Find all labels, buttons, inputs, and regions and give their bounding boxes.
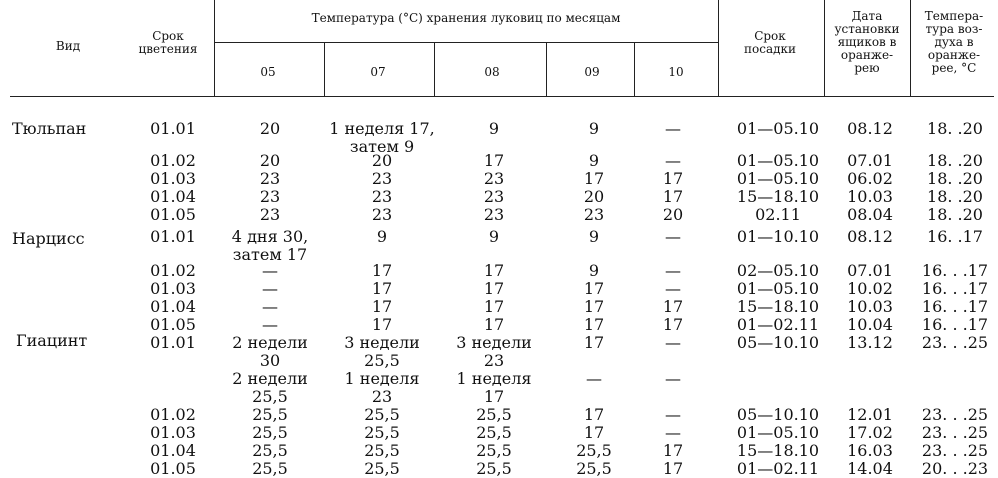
cell-m09: 9 xyxy=(588,151,600,170)
cell-m09: 17 xyxy=(583,405,605,424)
cell-m10: — xyxy=(665,423,681,442)
cell-m07: 17 xyxy=(371,261,393,280)
species-label: Нарцисс xyxy=(12,229,85,248)
header-divider xyxy=(214,0,215,96)
cell-posadka: 15—18.10 xyxy=(736,297,820,316)
cell-m07: 9 xyxy=(376,227,388,246)
cell-m10: — xyxy=(665,279,681,298)
cell-temp: 23. . .25 xyxy=(921,405,989,424)
header-month-09: 09 xyxy=(584,65,600,79)
cell-m05: 4 дня 30, затем 17 xyxy=(231,227,309,264)
cell-temp: 16. . .17 xyxy=(921,315,989,334)
cell-srok: 01.05 xyxy=(150,315,196,334)
cell-m05: 2 недели 25,5 xyxy=(232,369,308,406)
cell-data: 10.03 xyxy=(847,297,893,316)
cell-data: 14.04 xyxy=(847,459,893,478)
cell-m08: 17 xyxy=(483,279,505,298)
cell-m09: — xyxy=(586,369,602,388)
cell-m08: 25,5 xyxy=(476,423,512,442)
cell-m09: 9 xyxy=(588,261,600,280)
cell-m08: 9 xyxy=(488,119,500,138)
cell-m09: 17 xyxy=(583,315,605,334)
header-divider xyxy=(324,42,325,96)
cell-m10: 17 xyxy=(662,169,684,188)
header-bottom-rule xyxy=(10,96,994,97)
header-vid: Вид xyxy=(55,39,81,53)
cell-srok: 01.04 xyxy=(150,187,196,206)
cell-m08: 25,5 xyxy=(476,459,512,478)
cell-m09: 9 xyxy=(588,119,600,138)
cell-posadka: 01—05.10 xyxy=(736,169,820,188)
cell-temp: 16. . .17 xyxy=(921,279,989,298)
cell-m09: 9 xyxy=(588,227,600,246)
cell-data: 06.02 xyxy=(847,169,893,188)
cell-posadka: 15—18.10 xyxy=(736,187,820,206)
cell-m08: 23 xyxy=(483,187,505,206)
cell-m09: 17 xyxy=(583,423,605,442)
header-month-05: 05 xyxy=(260,65,276,79)
cell-posadka: 01—02.11 xyxy=(736,315,820,334)
cell-srok: 01.02 xyxy=(150,261,196,280)
cell-posadka: 05—10.10 xyxy=(736,333,820,352)
cell-temp: 16. . .17 xyxy=(921,261,989,280)
cell-m09: 20 xyxy=(583,187,605,206)
cell-m05: 23 xyxy=(259,205,281,224)
cell-m10: 17 xyxy=(662,315,684,334)
cell-m07: 23 xyxy=(371,187,393,206)
cell-srok: 01.01 xyxy=(150,119,196,138)
cell-m05: 23 xyxy=(259,187,281,206)
cell-srok: 01.05 xyxy=(150,205,196,224)
cell-posadka: 01—05.10 xyxy=(736,279,820,298)
cell-m10: — xyxy=(665,119,681,138)
header-month-07: 07 xyxy=(370,65,386,79)
header-divider xyxy=(546,42,547,96)
cell-data: 07.01 xyxy=(847,151,893,170)
cell-data: 12.01 xyxy=(847,405,893,424)
cell-m10: 17 xyxy=(662,459,684,478)
cell-posadka: 05—10.10 xyxy=(736,405,820,424)
cell-m05: 2 недели 30 xyxy=(232,333,308,370)
cell-srok: 01.03 xyxy=(150,279,196,298)
cell-data: 17.02 xyxy=(847,423,893,442)
cell-m09: 25,5 xyxy=(576,441,612,460)
cell-temp: 23. . .25 xyxy=(921,423,989,442)
cell-data: 08.12 xyxy=(847,119,893,138)
header-divider xyxy=(910,0,911,96)
cell-posadka: 01—05.10 xyxy=(736,151,820,170)
cell-temp: 18. .20 xyxy=(927,205,983,224)
header-temp-group: Температура (°С) хранения луковиц по месяцам xyxy=(311,11,621,25)
cell-m08: 17 xyxy=(483,315,505,334)
cell-m05: 25,5 xyxy=(252,441,288,460)
cell-srok: 01.03 xyxy=(150,423,196,442)
cell-m08: 17 xyxy=(483,151,505,170)
species-label: Гиацинт xyxy=(16,331,88,350)
cell-posadka: 02—05.10 xyxy=(736,261,820,280)
cell-m05: — xyxy=(262,261,278,280)
header-month-08: 08 xyxy=(484,65,500,79)
cell-data: 10.02 xyxy=(847,279,893,298)
cell-temp: 18. .20 xyxy=(927,187,983,206)
cell-temp: 16. .17 xyxy=(927,227,983,246)
cell-m07: 25,5 xyxy=(364,441,400,460)
cell-m07: 1 неделя 17, затем 9 xyxy=(329,119,435,156)
header-data-ust: Дата установки ящиков в оранже- рею xyxy=(834,9,900,75)
cell-m05: 20 xyxy=(259,151,281,170)
cell-m10: — xyxy=(665,405,681,424)
cell-m09: 17 xyxy=(583,279,605,298)
cell-m08: 3 недели 23 xyxy=(456,333,532,370)
cell-m09: 17 xyxy=(583,297,605,316)
cell-m10: 17 xyxy=(662,441,684,460)
header-divider xyxy=(634,42,635,96)
cell-temp: 23. . .25 xyxy=(921,333,989,352)
cell-m08: 17 xyxy=(483,297,505,316)
cell-temp: 18. .20 xyxy=(927,169,983,188)
cell-m05: 23 xyxy=(259,169,281,188)
cell-temp: 16. . .17 xyxy=(921,297,989,316)
header-divider xyxy=(718,0,719,96)
cell-m08: 23 xyxy=(483,169,505,188)
cell-data: 16.03 xyxy=(847,441,893,460)
cell-posadka: 15—18.10 xyxy=(736,441,820,460)
cell-m08: 17 xyxy=(483,261,505,280)
header-srok-cvet: Срок цветения xyxy=(138,29,198,56)
cell-data: 10.04 xyxy=(847,315,893,334)
cell-m05: — xyxy=(262,315,278,334)
cell-m07: 1 неделя 23 xyxy=(344,369,420,406)
cell-m07: 17 xyxy=(371,297,393,316)
cell-temp: 20. . .23 xyxy=(921,459,989,478)
cell-m07: 25,5 xyxy=(364,459,400,478)
cell-data: 07.01 xyxy=(847,261,893,280)
cell-srok: 01.05 xyxy=(150,459,196,478)
cell-m10: 17 xyxy=(662,297,684,316)
cell-m05: 25,5 xyxy=(252,423,288,442)
cell-srok: 01.02 xyxy=(150,151,196,170)
cell-m10: — xyxy=(665,227,681,246)
cell-m10: — xyxy=(665,151,681,170)
cell-posadka: 01—05.10 xyxy=(736,119,820,138)
cell-srok: 01.02 xyxy=(150,405,196,424)
cell-posadka: 01—10.10 xyxy=(736,227,820,246)
species-label: Тюльпан xyxy=(12,119,87,138)
cell-data: 13.12 xyxy=(847,333,893,352)
cell-srok: 01.04 xyxy=(150,441,196,460)
cell-m05: 25,5 xyxy=(252,459,288,478)
cell-m10: — xyxy=(665,369,681,388)
cell-srok: 01.01 xyxy=(150,333,196,352)
temp-group-rule xyxy=(214,42,718,43)
cell-m07: 3 недели 25,5 xyxy=(344,333,420,370)
cell-posadka: 02.11 xyxy=(755,205,801,224)
cell-temp: 18. .20 xyxy=(927,151,983,170)
cell-m08: 25,5 xyxy=(476,441,512,460)
cell-m08: 25,5 xyxy=(476,405,512,424)
cell-m07: 17 xyxy=(371,279,393,298)
cell-m05: — xyxy=(262,297,278,316)
cell-m05: 20 xyxy=(259,119,281,138)
cell-m07: 25,5 xyxy=(364,423,400,442)
cell-m08: 23 xyxy=(483,205,505,224)
header-divider xyxy=(824,0,825,96)
cell-posadka: 01—02.11 xyxy=(736,459,820,478)
header-srok-posadki: Срок посадки xyxy=(744,29,796,56)
header-temp-vozd: Темпера- тура воз- духа в оранже- рее, °С xyxy=(924,9,984,75)
cell-m07: 25,5 xyxy=(364,405,400,424)
cell-srok: 01.04 xyxy=(150,297,196,316)
cell-m08: 1 неделя 17 xyxy=(456,369,532,406)
cell-m05: 25,5 xyxy=(252,405,288,424)
cell-m09: 23 xyxy=(583,205,605,224)
cell-m09: 17 xyxy=(583,169,605,188)
cell-srok: 01.03 xyxy=(150,169,196,188)
cell-m10: — xyxy=(665,261,681,280)
cell-srok: 01.01 xyxy=(150,227,196,246)
cell-temp: 23. . .25 xyxy=(921,441,989,460)
cell-m10: 20 xyxy=(662,205,684,224)
cell-data: 10.03 xyxy=(847,187,893,206)
cell-m10: — xyxy=(665,333,681,352)
cell-posadka: 01—05.10 xyxy=(736,423,820,442)
cell-temp: 18. .20 xyxy=(927,119,983,138)
cell-m07: 20 xyxy=(371,151,393,170)
header-month-10: 10 xyxy=(668,65,684,79)
cell-m07: 17 xyxy=(371,315,393,334)
cell-m09: 17 xyxy=(583,333,605,352)
cell-data: 08.12 xyxy=(847,227,893,246)
cell-m05: — xyxy=(262,279,278,298)
cell-data: 08.04 xyxy=(847,205,893,224)
cell-m10: 17 xyxy=(662,187,684,206)
cell-m08: 9 xyxy=(488,227,500,246)
cell-m09: 25,5 xyxy=(576,459,612,478)
cell-m07: 23 xyxy=(371,169,393,188)
cell-m07: 23 xyxy=(371,205,393,224)
header-divider xyxy=(434,42,435,96)
